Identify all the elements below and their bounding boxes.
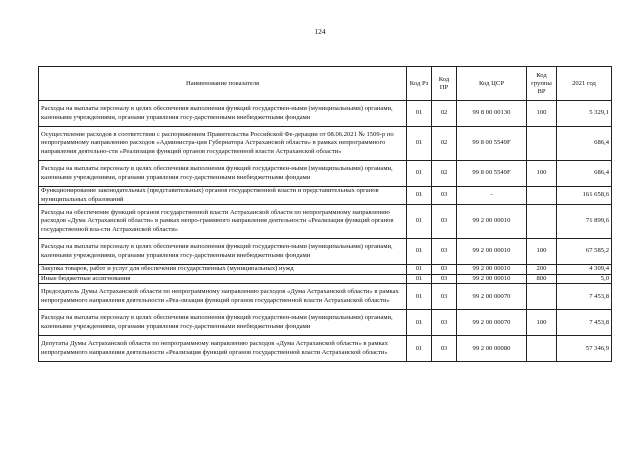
table-row: [39, 205, 612, 239]
row-rz: 01: [407, 187, 432, 205]
table-row: [39, 161, 612, 187]
row-pr: 02: [432, 101, 457, 127]
table-row: [39, 239, 612, 265]
row-pr: 03: [432, 205, 457, 239]
row-name: Депутаты Думы Астраханской области по непрограммному направлению расходов «Дума Астраханской области» в рамках непрограммного направления деятельности «Реализация функций органов государственной власти Астраханской области»: [39, 336, 407, 362]
row-rz: 01: [407, 205, 432, 239]
table-row: [39, 336, 612, 362]
table-row: [39, 265, 612, 275]
row-vr: [527, 205, 557, 239]
row-rz: 01: [407, 239, 432, 265]
table-row: [39, 187, 612, 205]
row-name: Расходы на выплаты персоналу в целях обеспечения выполнения функций государствен-ными (муниципальными) органами, казенными учреждениями, органами управления госу-дарственными внебюджетными фондами: [39, 101, 407, 127]
row-csr: 99 2 00 00010: [457, 265, 527, 275]
row-rz: 01: [407, 265, 432, 275]
row-pr: 03: [432, 284, 457, 310]
header-year: 2021 год: [557, 67, 612, 101]
row-pr: 03: [432, 274, 457, 284]
table-row: [39, 101, 612, 127]
row-pr: 02: [432, 161, 457, 187]
table-row: [39, 274, 612, 284]
row-name: Председатель Думы Астраханской области по непрограммному направлению расходов «Дума Астраханской области» в рамках непрограммного направления деятельности «Реа-лизация функций органов государственной власти Астраханской области»: [39, 284, 407, 310]
row-rz: 01: [407, 284, 432, 310]
row-csr: 99 2 00 00070: [457, 284, 527, 310]
row-rz: 01: [407, 336, 432, 362]
budget-table: [38, 66, 612, 362]
table-header-row: [39, 67, 612, 101]
row-rz: 01: [407, 274, 432, 284]
table-body: [39, 101, 612, 362]
row-name: Расходы на выплаты персоналу в целях обеспечения выполнения функций государствен-ными (муниципальными) органами, казенными учреждениями, органами управления госу-дарственными внебюджетными фондами: [39, 239, 407, 265]
row-vr: 100: [527, 101, 557, 127]
row-name: Закупка товаров, работ и услуг для обеспечения государственных (муниципальных) нужд: [39, 265, 407, 275]
row-amount: 7 453,8: [557, 284, 612, 310]
row-pr: 03: [432, 265, 457, 275]
row-vr: [527, 336, 557, 362]
header-rz: Код Рз: [407, 67, 432, 101]
row-vr: 100: [527, 310, 557, 336]
row-name: Иные бюджетные ассигнования: [39, 274, 407, 284]
row-amount: 5 329,1: [557, 101, 612, 127]
row-name: Функционирование законодательных (представительных) органов государственной власти и представительных органов муниципальных образований: [39, 187, 407, 205]
row-pr: 03: [432, 310, 457, 336]
row-name: Расходы на обеспечение функций органов государственной власти Астраханской области по непрограммному направлению расходов «Дума Астраханской области» в рамках непро-граммного направления деятельности «Реализация функций органов государственной вла-сти Астраханской области»: [39, 205, 407, 239]
row-csr: -: [457, 187, 527, 205]
row-amount: 161 658,6: [557, 187, 612, 205]
row-csr: 99 2 00 00080: [457, 336, 527, 362]
table-row: [39, 284, 612, 310]
row-amount: 67 585,2: [557, 239, 612, 265]
header-vr: Код группы ВР: [527, 67, 557, 101]
row-rz: 01: [407, 161, 432, 187]
row-amount: 686,4: [557, 127, 612, 161]
row-csr: 99 2 00 00010: [457, 274, 527, 284]
header-name: Наименование показателя: [39, 67, 407, 101]
row-name: Осуществление расходов в соответствии с распоряжением Правительства Российской Фе-дерации от 08.06.2021 № 1509-р по непрограммному направлению расходов «Администра-ция Губернатора Астраханской области» в рамках непрограммного направления деятельно-сти «Реализация функций органов государственной власти Астраханской области»: [39, 127, 407, 161]
row-rz: 01: [407, 127, 432, 161]
row-vr: 800: [527, 274, 557, 284]
header-csr: Код ЦСР: [457, 67, 527, 101]
row-amount: 7 453,8: [557, 310, 612, 336]
row-amount: 71 899,6: [557, 205, 612, 239]
row-vr: [527, 187, 557, 205]
row-rz: 01: [407, 101, 432, 127]
row-amount: 57 346,9: [557, 336, 612, 362]
row-pr: 03: [432, 239, 457, 265]
row-csr: 99 2 00 00070: [457, 310, 527, 336]
row-name: Расходы на выплаты персоналу в целях обеспечения выполнения функций государствен-ными (муниципальными) органами, казенными учреждениями, органами управления госу-дарственными внебюджетными фондами: [39, 310, 407, 336]
row-vr: [527, 284, 557, 310]
table-row: [39, 310, 612, 336]
row-csr: 99 8 00 5549F: [457, 127, 527, 161]
header-pr: Код ПР: [432, 67, 457, 101]
row-amount: 686,4: [557, 161, 612, 187]
page-number: 124: [314, 27, 326, 36]
row-pr: 03: [432, 336, 457, 362]
row-rz: 01: [407, 310, 432, 336]
row-amount: 4 309,4: [557, 265, 612, 275]
row-name: Расходы на выплаты персоналу в целях обеспечения выполнения функций государствен-ными (муниципальными) органами, казенными учреждениями, органами управления госу-дарственными внебюджетными фондами: [39, 161, 407, 187]
row-csr: 99 2 00 00010: [457, 205, 527, 239]
row-csr: 99 8 00 00130: [457, 101, 527, 127]
row-vr: 200: [527, 265, 557, 275]
row-csr: 99 8 00 5549F: [457, 161, 527, 187]
row-vr: 100: [527, 161, 557, 187]
row-vr: [527, 127, 557, 161]
table-row: [39, 127, 612, 161]
row-pr: 02: [432, 127, 457, 161]
row-amount: 5,0: [557, 274, 612, 284]
row-vr: 100: [527, 239, 557, 265]
row-pr: 03: [432, 187, 457, 205]
row-csr: 99 2 00 00010: [457, 239, 527, 265]
